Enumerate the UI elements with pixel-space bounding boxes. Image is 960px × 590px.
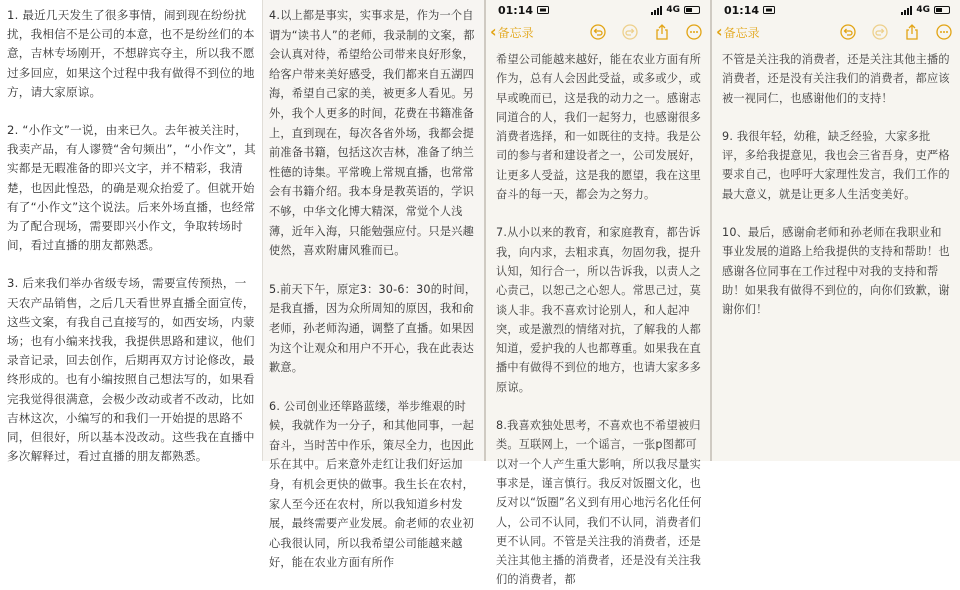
more-icon: [686, 24, 702, 40]
share-button[interactable]: [902, 22, 922, 42]
note-paragraph: 10、最后，感谢俞老师和孙老师在我职业和事业发展的道路上给我提供的支持和帮助！也感谢各位同事在工作过程中对我的支持和帮助！如果我有做得不到位的，向你们致歉，谢谢你们！: [722, 226, 950, 317]
notes-app-screen-1: [484, 0, 710, 587]
note-paragraph: 不管是关注我的消费者，还是关注其他主播的消费者，还是没有关注我们的消费者，都应该被一视同仁，也感谢他们的支持！: [722, 53, 950, 105]
signal-icon: [651, 6, 662, 15]
battery-icon: [934, 6, 950, 14]
note-paragraph: 9. 我很年轻，幼稚，缺乏经验，大家多批评，多给我提意见，我也会三省吾身，吏严格要求自己，也呼吁大家理性发言，我们工作的最大意义，就是让更多人生活变美好。: [722, 129, 950, 201]
note-content[interactable]: [712, 44, 960, 320]
notes-toolbar: [712, 20, 960, 44]
more-icon: [936, 24, 952, 40]
more-button[interactable]: [934, 22, 954, 42]
text-panel-2: [262, 0, 484, 570]
status-bar: [712, 0, 960, 20]
notes-app-screen-2: [710, 0, 960, 461]
note-paragraph: 7.从小以来的教育，和家庭教育，都告诉我，向内求，去粗求真，勿固勿我，提升认知，知行合一，所以告诉我，以责人之心责己，以恕己之心恕人。常思己过，莫谈人非。我不喜欢讨论别人，和人起冲突，或是激烈的情绪对抗，了解我的人都知道，爱护我的人也都尊重。如果我在直播中有做得不到位的地方，也请大家多多原谅。: [496, 226, 701, 394]
status-bar: [486, 0, 710, 20]
note-paragraph: 8.我喜欢独处思考，不喜欢也不希望被归类。互联网上，一个谣言，一张p图都可以对一个人产生重大影响，所以我尽量实事求是，谨言慎行。我反对饭圈文化，也反对以“饭圈”名义到有用心地污名化任何人，公司不认同，我们不认同，消费者们更不认同。不管是关注我的消费者，还是关注其他主播的消费者，还是没有关注我们的消费者，都: [496, 419, 702, 587]
share-button[interactable]: [652, 22, 672, 42]
share-icon: [905, 24, 919, 40]
sim-card-icon: [537, 4, 549, 17]
paragraph-5: 5.前天下午，原定3：30-6：30的时间，是我直播，因为众所周知的原因，我和俞老师，孙老师沟通，调整了直播。如果因为这个让观众和用户不开心，我在此表达歉意。: [269, 282, 477, 375]
network-type: 4G: [666, 5, 680, 15]
back-label: 备忘录: [723, 25, 760, 40]
status-time: 01:14: [498, 3, 534, 17]
back-chevron-icon: ‹: [490, 22, 497, 41]
note-paragraph: 希望公司能越来越好，能在农业方面有所作为，总有人会因此受益，或多或少，或早或晚而已，这是我的动力之一。感谢志同道合的人，我们一起努力，也感谢很多消费者选择，和一如既往的支持。我是公司的参与者和建设者之一，公司发展好，让更多人受益，这是我的愿望，我在这里奋斗的每一天，都会为之努力。: [496, 53, 701, 202]
paragraph-4: 4.以上都是事实，实事求是，作为一个自谓为“读书人”的老师，我录制的文案，都会认真对待，希望给公司带来良好形象，给客户带来美好感受，我们都来自五湖四海，希望自己家的美，被更多人看见。另外，我个人更多的时间，花费在书籍准备上，直到现在，每次各省外场，我都会提前准备书籍，包括这次吉林，准备了纳兰性德的诗集。平常晚上常规直播，也常常会有书籍介绍。我本身是教英语的，学识不够，中华文化博大精深，常觉个人浅薄，近年入海，只能勉强应付。只是兴趣使然，喜欢附庸风雅而已。: [269, 9, 475, 258]
redo-button[interactable]: [620, 22, 640, 42]
paragraph-2: 2. “小作文”一说，由来已久。去年被关注时，我卖产品，有人谬赞“舍句频出”，“小作文”，其实都是无暇准备的即兴文字，并不精彩，我清楚，也因此惶恐，的确是观众抬爱了。但就开始有了“小作文”这个说法。后来外场直播，也经常为了配合现场，需要即兴小作文，争取转场时间，看过直播的朋友都熟悉。: [7, 123, 256, 253]
redo-icon: [872, 24, 888, 40]
paragraph-1: 1. 最近几天发生了很多事情，闹到现在纷纷扰扰，我相信不是公司的本意，也不是纷丝们的本意，吉林专场刚开，不想辟宾夺主，所以我不愿过多回应，如果这个过程中我有做得不到位的地方，请大家原谅。: [7, 8, 255, 99]
text-panel-1: [0, 0, 262, 464]
undo-icon: [840, 24, 856, 40]
redo-icon: [622, 24, 638, 40]
network-type: 4G: [916, 5, 930, 15]
back-button[interactable]: [716, 24, 760, 41]
share-icon: [655, 24, 669, 40]
undo-icon: [590, 24, 606, 40]
paragraph-6: 6. 公司创业还筚路蓝缕，举步维艰的时候，我就作为一分子，和其他同事，一起奋斗，当时苦中作乐，策尽全力，也因此乐在其中。后来意外走红让我们好运加身，有机会更快的做事。我生长在农村，家人至今还在农村，所以我知道乡村发展，最终需要产业发展。俞老师的农业初心我很认同，所以我希望公司能越来越好，能在农业方面有所作: [269, 399, 474, 570]
back-label: 备忘录: [497, 25, 534, 40]
sim-card-icon: [763, 4, 775, 17]
paragraph-3: 3. 后来我们举办省级专场，需要宣传预热，一天农产品销售，之后几天看世界直播全面宣传，这些文案，有我自己直接写的，如西安场，内蒙场；也有小编来找我，我提供思路和建议，他们录音记录，回去创作，后期再双方讨论修改，最终形成的。也有小编按照自己想法写的，如果看完我觉得很满意，会极少改动或者不改动，比如吉林这次，小编写的和我们一开始提的思路不同，但很好，所以基本没改动。这些我在直播中多次解释过，看过直播的朋友都熟悉。: [7, 276, 255, 464]
back-chevron-icon: ‹: [716, 22, 723, 41]
notes-toolbar: [486, 20, 710, 44]
note-content[interactable]: [486, 44, 710, 590]
undo-button[interactable]: [838, 22, 858, 42]
undo-button[interactable]: [588, 22, 608, 42]
battery-icon: [684, 6, 700, 14]
back-button[interactable]: [490, 24, 534, 41]
redo-button[interactable]: [870, 22, 890, 42]
signal-icon: [901, 6, 912, 15]
status-time: 01:14: [724, 3, 760, 17]
more-button[interactable]: [684, 22, 704, 42]
